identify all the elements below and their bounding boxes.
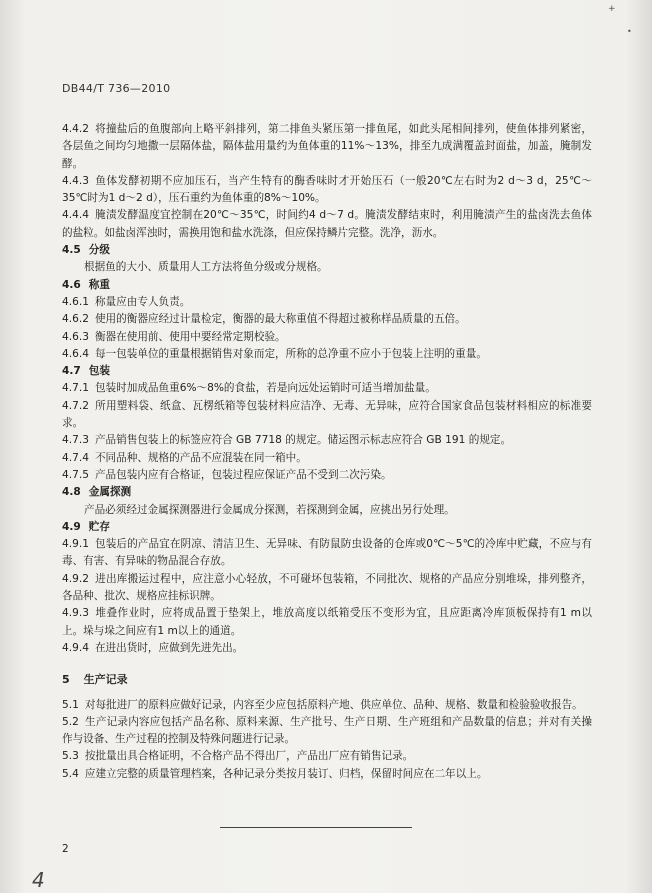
page-number: 2 [62, 843, 69, 855]
clause-text: 所用塑料袋、纸盒、瓦楞纸箱等包装材料应洁净、无毒、无异味，应符合国家食品包装材料相应的标准要求。 [62, 399, 592, 430]
clause [62, 605, 592, 640]
footer-rule [220, 827, 412, 828]
clause-text: 对每批进厂的原料应做好记录，内容至少应包括原料产地、供应单位、品种、规格、数量和检验验收报告。 [84, 698, 583, 711]
clause-number: 4.6.1 [62, 295, 89, 308]
document-code: DB44/T 736—2010 [62, 82, 171, 95]
clause-number: 4.7.2 [62, 399, 89, 412]
clause-text: 生产记录内容应包括产品名称、原料来源、生产批号、生产日期、生产班组和产品数量的信息；并对有关操作与设备、生产过程的控制及特殊问题进行记录。 [62, 715, 592, 746]
clause-number: 4.8 [62, 486, 81, 499]
clause-number: 4.9.2 [62, 572, 89, 585]
clause-text: 不同品种、规格的产品不应混装在同一箱中。 [94, 451, 307, 464]
clause-number: 4.4.4 [62, 209, 89, 222]
clause-text: 产品销售包装上的标签应符合 GB 7718 的规定。储运图示标志应符合 GB 191 的规定。 [94, 434, 512, 447]
clause [62, 380, 592, 397]
clause-text: 在进出货时，应做到先进先出。 [94, 641, 244, 654]
clause-text: 生产记录 [83, 673, 128, 687]
scan-mark: • [627, 27, 632, 36]
clause [62, 571, 592, 606]
clause-number: 4.6.4 [62, 347, 89, 360]
clause-number: 5.1 [62, 698, 79, 711]
clause [62, 294, 592, 311]
document-body [62, 121, 592, 783]
clause-text: 应建立完整的质量管理档案，各种记录分类按月装订、归档，保留时间应在二年以上。 [84, 767, 488, 780]
clause [62, 346, 592, 363]
clause [62, 640, 592, 657]
clause-number: 4.9.3 [62, 607, 89, 620]
clause [62, 714, 592, 749]
clause-text: 腌渍发酵温度宜控制在20℃～35℃，时间约4 d～7 d。腌渍发酵结束时，利用腌渍产生的盐卤洗去鱼体的盐粒。如盐卤浑浊时，需换用饱和盐水洗涤，但应保持鳞片完整。洗净，沥水。 [62, 209, 592, 239]
clause-text: 包装后的产品宜在阴凉、清洁卫生、无异味、有防鼠防虫设备的仓库或0℃～5℃的冷库中贮藏，不应与有毒、有害、有异味的物品混合存放。 [62, 538, 592, 568]
clause-text: 分级 [88, 244, 110, 257]
clause-text: 将撞盐后的鱼腹部向上略平斜排列，第二排鱼头紧压第一排鱼尾，如此头尾相间排列，使鱼体排列紧密，各层鱼之间均匀地撒一层隔体盐，隔体盐用量约为鱼体重的11%～13%，排至九成满覆盖封面盐，加盖，腌制发酵。 [62, 123, 592, 170]
clause-number: 4.4.3 [62, 174, 89, 187]
clause-text: 鱼体发酵初期不应加压石，当产生特有的酶香味时才开始压石（一般20℃左右时为2 d～3 d，25℃～35℃时为1 d～2 d），压石重约为鱼体重的8%～10%。 [62, 174, 592, 205]
clause-text: 进出库搬运过程中，应注意小心轻放，不可碰坏包装箱，不同批次、规格的产品应分别堆垛，排列整齐，各品种、批次、规格应挂标识牌。 [62, 572, 592, 603]
clause [62, 311, 592, 328]
clause [62, 121, 592, 173]
clause-number: 5.4 [62, 767, 79, 780]
clause-number: 5 [62, 673, 70, 687]
clause-number: 4.6.3 [62, 330, 89, 343]
clause-number: 5.3 [62, 750, 79, 763]
clause [62, 432, 592, 449]
clause-number: 4.9.1 [62, 538, 89, 551]
clause-number: 4.6 [62, 278, 81, 291]
clause [62, 329, 592, 346]
section-heading [62, 277, 592, 294]
clause [62, 450, 592, 467]
clause-number: 4.9.4 [62, 641, 89, 654]
section-heading [62, 484, 592, 501]
clause-number: 4.9 [62, 520, 81, 533]
clause-text: 包装 [88, 365, 110, 378]
chapter-heading [62, 671, 592, 688]
clause-number: 4.7.3 [62, 434, 89, 447]
clause-number: 4.4.2 [62, 123, 89, 135]
clause-text: 称重 [88, 278, 110, 291]
clause [62, 748, 592, 765]
clause-text: 金属探测 [88, 486, 132, 499]
clause-text: 根据鱼的大小、质量用人工方法将鱼分级或分规格。 [84, 261, 328, 274]
clause-text: 贮存 [88, 520, 110, 533]
clause-number: 5.2 [62, 715, 79, 728]
clause-text: 使用的衡器应经过计量检定，衡器的最大称重值不得超过被称样品质量的五倍。 [94, 313, 466, 326]
clause [62, 398, 592, 433]
section-heading [62, 363, 592, 380]
paragraph [62, 502, 592, 519]
clause-number: 4.7.4 [62, 451, 89, 464]
clause [62, 766, 592, 783]
clause [62, 207, 592, 242]
clause-number: 4.7 [62, 365, 81, 378]
clause [62, 697, 592, 714]
clause-number: 4.6.2 [62, 313, 89, 326]
paragraph [62, 259, 592, 276]
clause-text: 产品必须经过金属探测器进行金属成分探测，若探测到金属，应挑出另行处理。 [84, 503, 455, 516]
scan-mark: + [608, 4, 616, 14]
clause-text: 包装时加成品鱼重6%～8%的食盐，若是向远处运销时可适当增加盐量。 [94, 382, 436, 395]
clause-text: 堆叠作业时，应将成品置于垫架上，堆放高度以纸箱受压不变形为宜，且应距离冷库顶板保持有1 m以上。垛与垛之间应有1 m以上的通道。 [62, 607, 592, 637]
handwritten-mark: 4 [32, 868, 45, 892]
clause-text: 每一包装单位的重量根据销售对象而定，所称的总净重不应小于包装上注明的重量。 [94, 347, 487, 360]
clause-number: 4.7.5 [62, 468, 89, 481]
clause-text: 衡器在使用前、使用中要经常定期校验。 [94, 330, 286, 343]
clause-number: 4.7.1 [62, 382, 89, 395]
section-heading [62, 519, 592, 536]
clause-number: 4.5 [62, 244, 81, 257]
clause-text: 称量应由专人负责。 [94, 295, 191, 308]
clause [62, 467, 592, 484]
clause [62, 536, 592, 571]
clause [62, 173, 592, 208]
section-heading [62, 242, 592, 259]
clause-text: 按批量出具合格证明，不合格产品不得出厂，产品出厂应有销售记录。 [84, 750, 414, 763]
clause-text: 产品包装内应有合格证，包装过程应保证产品不受到二次污染。 [94, 468, 392, 481]
